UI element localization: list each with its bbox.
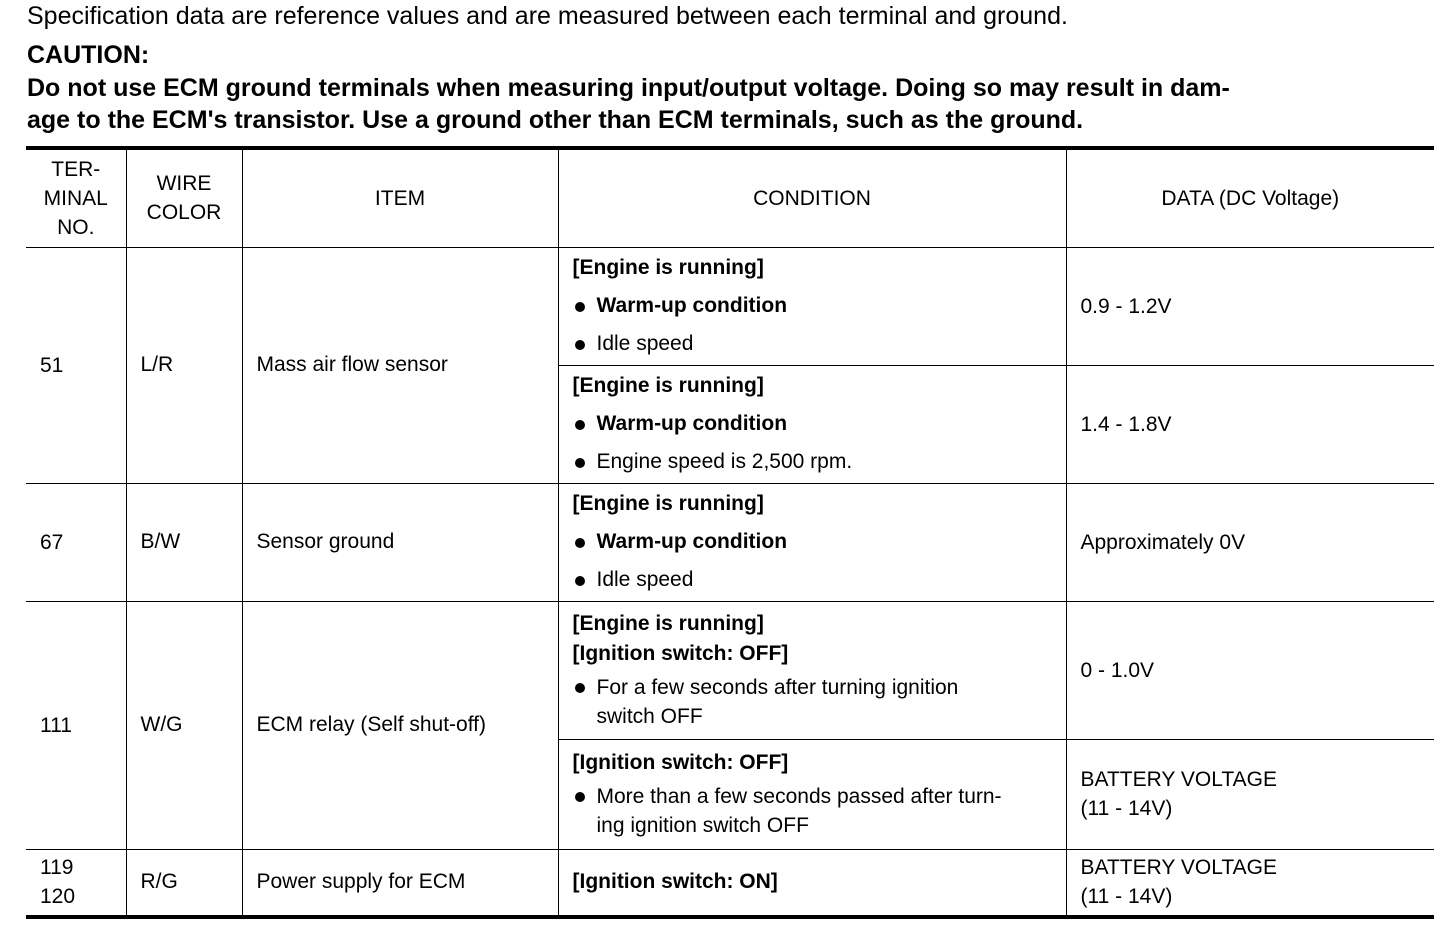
item-cell: Sensor ground: [242, 483, 558, 601]
item-cell: Power supply for ECM: [242, 849, 558, 917]
header-condition: CONDITION: [558, 148, 1066, 247]
condition-cell: [Engine is running] Warm-up condition Idle speed: [558, 483, 1066, 601]
header-terminal-no: TER- MINAL NO.: [26, 148, 126, 247]
item-cell: ECM relay (Self shut-off): [242, 601, 558, 849]
wire-color-cell: R/G: [126, 849, 242, 917]
terminal-no-cell: 51: [26, 247, 126, 483]
condition-cell: [Engine is running] Warm-up condition Engine speed is 2,500 rpm.: [558, 365, 1066, 483]
condition-cell: [Engine is running] Warm-up condition Idle speed: [558, 247, 1066, 365]
condition-cell: [Ignition switch: OFF] More than a few seconds passed after turn- ing ignition switch OFF: [558, 739, 1066, 849]
data-cell: 1.4 - 1.8V: [1066, 365, 1434, 483]
header-item: ITEM: [242, 148, 558, 247]
terminal-no-cell: 111: [26, 601, 126, 849]
caution-line-1: Do not use ECM ground terminals when measuring input/output voltage. Doing so may result in dam-: [27, 74, 1230, 102]
data-cell: BATTERY VOLTAGE (11 - 14V): [1066, 739, 1434, 849]
item-cell: Mass air flow sensor: [242, 247, 558, 483]
table-row: [26, 247, 1434, 365]
caution-line-2: age to the ECM's transistor. Use a ground other than ECM terminals, such as the ground.: [27, 106, 1084, 134]
caution-title: CAUTION:: [27, 41, 150, 69]
intro-text: Specification data are reference values and are measured between each terminal and ground.: [27, 2, 1068, 30]
header-data: DATA (DC Voltage): [1066, 148, 1434, 247]
data-cell: 0.9 - 1.2V: [1066, 247, 1434, 365]
condition-cell: [Engine is running] [Ignition switch: OFF] For a few seconds after turning ignition switch OFF: [558, 601, 1066, 739]
header-wire-color: WIRE COLOR: [126, 148, 242, 247]
data-cell: BATTERY VOLTAGE (11 - 14V): [1066, 849, 1434, 917]
data-cell: 0 - 1.0V: [1066, 601, 1434, 739]
wire-color-cell: B/W: [126, 483, 242, 601]
caution-text: [27, 72, 1437, 136]
terminal-no-cell: 119 120: [26, 849, 126, 917]
data-cell: Approximately 0V: [1066, 483, 1434, 601]
table-header-row: [26, 148, 1434, 247]
table-row: [26, 483, 1434, 601]
wire-color-cell: W/G: [126, 601, 242, 849]
terminal-spec-table: [26, 146, 1434, 919]
table-row: [26, 849, 1434, 917]
condition-cell: [Ignition switch: ON]: [558, 849, 1066, 917]
wire-color-cell: L/R: [126, 247, 242, 483]
table-row: [26, 601, 1434, 739]
terminal-no-cell: 67: [26, 483, 126, 601]
